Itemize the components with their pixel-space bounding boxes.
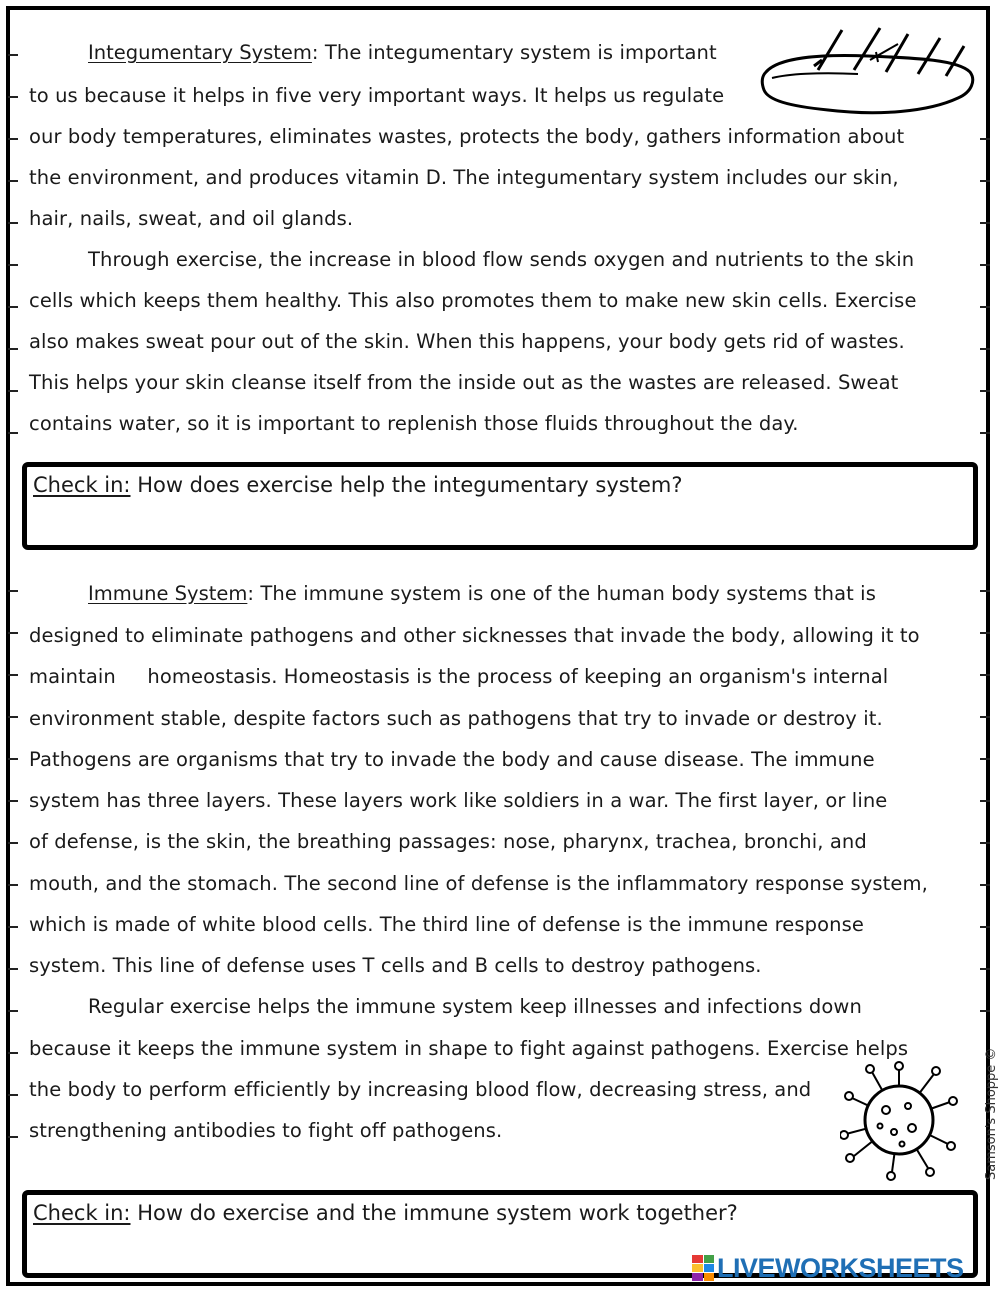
text-line: also makes sweat pour out of the skin. When this happens, your body gets rid of wastes. xyxy=(29,330,905,353)
margin-tick xyxy=(8,968,18,970)
text-line: maintain homeostasis. Homeostasis is the process of keeping an organism's internal xyxy=(29,665,889,688)
text-line: : The integumentary system is important xyxy=(311,41,717,64)
text-line: to us because it helps in five very important ways. It helps us regulate xyxy=(29,84,725,107)
margin-tick xyxy=(8,758,18,760)
check-in-label: Check in: xyxy=(33,473,131,497)
text-line: the environment, and produces vitamin D. The integumentary system includes our skin, xyxy=(29,166,899,189)
margin-tick xyxy=(8,432,18,434)
margin-tick xyxy=(980,926,990,928)
virus-illustration-icon xyxy=(840,1058,958,1182)
margin-tick xyxy=(8,800,18,802)
text-line: system. This line of defense uses T cells and B cells to destroy pathogens. xyxy=(29,954,762,977)
margin-tick xyxy=(980,758,990,760)
margin-tick xyxy=(980,1010,990,1012)
margin-tick xyxy=(980,800,990,802)
text-line: Pathogens are organisms that try to invade the body and cause disease. The immune xyxy=(29,748,875,771)
margin-tick xyxy=(8,390,18,392)
margin-tick xyxy=(8,54,18,56)
margin-tick xyxy=(980,432,990,434)
text-line: contains water, so it is important to replenish those fluids throughout the day. xyxy=(29,412,799,435)
check-in-question xyxy=(33,1199,738,1227)
margin-tick xyxy=(980,180,990,182)
margin-tick xyxy=(8,590,18,592)
check-in-question-text: How does exercise help the integumentary system? xyxy=(137,473,683,497)
text-line: cells which keeps them healthy. This also promotes them to make new skin cells. Exercise xyxy=(29,289,917,312)
margin-tick xyxy=(8,306,18,308)
text-line: mouth, and the stomach. The second line of defense is the inflammatory response system, xyxy=(29,872,928,895)
margin-tick xyxy=(8,180,18,182)
margin-tick xyxy=(8,1094,18,1096)
margin-tick xyxy=(980,348,990,350)
check-in-box-integumentary xyxy=(22,462,978,550)
margin-tick xyxy=(8,1136,18,1138)
margin-tick xyxy=(8,138,18,140)
liveworksheets-brand xyxy=(692,1253,964,1283)
text-line: our body temperatures, eliminates wastes, protects the body, gathers information about xyxy=(29,125,905,148)
text-line: strengthening antibodies to fight off pathogens. xyxy=(29,1119,503,1142)
margin-tick xyxy=(980,716,990,718)
text-line: because it keeps the immune system in shape to fight against pathogens. Exercise helps xyxy=(29,1037,909,1060)
check-in-label: Check in: xyxy=(33,1201,131,1225)
immune-heading: Immune System xyxy=(88,582,248,605)
margin-tick xyxy=(980,590,990,592)
text-line: system has three layers. These layers work like soldiers in a war. The first layer, or line xyxy=(29,789,888,812)
margin-tick xyxy=(980,968,990,970)
margin-tick xyxy=(980,674,990,676)
text-line: of defense, is the skin, the breathing passages: nose, pharynx, trachea, bronchi, and xyxy=(29,830,867,853)
copyright-text: Samson's Shoppe © xyxy=(984,1047,999,1180)
answer-input-integumentary[interactable] xyxy=(33,515,967,541)
text-line: : The immune system is one of the human body systems that is xyxy=(247,582,876,605)
margin-tick xyxy=(8,348,18,350)
margin-tick xyxy=(8,926,18,928)
integumentary-first-line xyxy=(88,41,717,65)
text-line: designed to eliminate pathogens and other sicknesses that invade the body, allowing it to xyxy=(29,624,920,647)
check-in-question xyxy=(33,471,682,499)
margin-tick xyxy=(980,138,990,140)
margin-tick xyxy=(8,884,18,886)
text-line: which is made of white blood cells. The third line of defense is the immune response xyxy=(29,913,864,936)
margin-tick xyxy=(980,632,990,634)
skin-illustration-icon xyxy=(758,20,980,120)
check-in-question-text: How do exercise and the immune system work together? xyxy=(137,1201,738,1225)
margin-tick xyxy=(8,674,18,676)
immune-first-line xyxy=(88,582,876,606)
margin-tick xyxy=(8,842,18,844)
margin-tick xyxy=(980,842,990,844)
text-line: hair, nails, sweat, and oil glands. xyxy=(29,207,354,230)
text-line: This helps your skin cleanse itself from the inside out as the wastes are released. Sweat xyxy=(29,371,899,394)
margin-tick xyxy=(8,1010,18,1012)
margin-tick xyxy=(980,390,990,392)
margin-tick xyxy=(980,884,990,886)
text-line: Regular exercise helps the immune system keep illnesses and infections down xyxy=(88,995,862,1018)
margin-tick xyxy=(8,222,18,224)
integumentary-heading: Integumentary System xyxy=(88,41,312,64)
margin-tick xyxy=(8,264,18,266)
margin-tick xyxy=(980,222,990,224)
text-line: the body to perform efficiently by increasing blood flow, decreasing stress, and xyxy=(29,1078,812,1101)
text-line: environment stable, despite factors such as pathogens that try to invade or destroy it. xyxy=(29,707,883,730)
liveworksheets-logo-icon xyxy=(692,1255,714,1281)
margin-tick xyxy=(8,96,18,98)
margin-tick xyxy=(8,1052,18,1054)
text-line: Through exercise, the increase in blood flow sends oxygen and nutrients to the skin xyxy=(88,248,915,271)
margin-tick xyxy=(980,306,990,308)
margin-tick xyxy=(980,264,990,266)
margin-tick xyxy=(8,632,18,634)
liveworksheets-wordmark: LIVEWORKSHEETS xyxy=(717,1252,964,1283)
margin-tick xyxy=(8,716,18,718)
